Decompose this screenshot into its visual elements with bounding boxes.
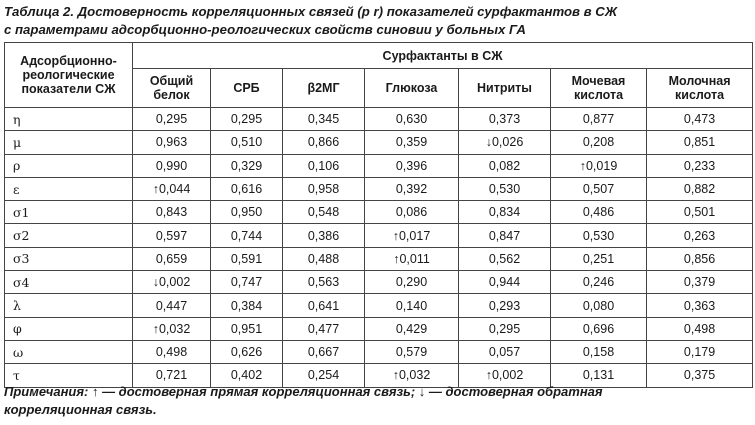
value-cell: 0,086 [365,201,459,224]
value-cell: 0,944 [459,271,551,294]
value-cell: 0,597 [133,224,211,247]
value-cell: 0,696 [551,317,647,340]
value-cell: 0,851 [647,131,753,154]
value-cell: 0,591 [211,247,283,270]
table-caption [4,3,752,39]
value-cell: 0,498 [133,340,211,363]
table-row [5,108,753,131]
parameter-cell: σ1 [5,201,133,224]
value-cell: 0,747 [211,271,283,294]
parameter-cell: μ [5,131,133,154]
value-cell: ↑0,032 [365,364,459,387]
parameter-cell: λ [5,294,133,317]
parameter-cell: σ3 [5,247,133,270]
value-cell: 0,396 [365,154,459,177]
value-cell: 0,958 [283,177,365,200]
value-cell: 0,158 [551,340,647,363]
value-cell: 0,866 [283,131,365,154]
value-cell: 0,667 [283,340,365,363]
value-cell: 0,345 [283,108,365,131]
table-row [5,154,753,177]
parameter-cell: σ4 [5,271,133,294]
value-cell: 0,429 [365,317,459,340]
value-cell: 0,386 [283,224,365,247]
value-cell: 0,329 [211,154,283,177]
value-cell: 0,548 [283,201,365,224]
value-cell: 0,626 [211,340,283,363]
value-cell: 0,834 [459,201,551,224]
table-row [5,224,753,247]
value-cell: 0,447 [133,294,211,317]
value-cell: 0,488 [283,247,365,270]
value-cell: 0,057 [459,340,551,363]
column-header: Нитриты [459,69,551,108]
value-cell: 0,530 [459,177,551,200]
parameter-cell: ρ [5,154,133,177]
value-cell: 0,498 [647,317,753,340]
value-cell: 0,477 [283,317,365,340]
value-cell: 0,530 [551,224,647,247]
column-header: СРБ [211,69,283,108]
table-row [5,317,753,340]
value-cell: ↑0,044 [133,177,211,200]
value-cell: 0,507 [551,177,647,200]
value-cell: 0,562 [459,247,551,270]
value-cell: 0,579 [365,340,459,363]
caption-line-1: Таблица 2. Достоверность корреляционных связей (р r) показателей сурфактантов в СЖ [4,4,618,19]
value-cell: 0,179 [647,340,753,363]
value-cell: 0,630 [365,108,459,131]
value-cell: ↑0,017 [365,224,459,247]
value-cell: 0,131 [551,364,647,387]
value-cell: 0,963 [133,131,211,154]
parameter-cell: σ2 [5,224,133,247]
value-cell: 0,375 [647,364,753,387]
value-cell: 0,140 [365,294,459,317]
value-cell: 0,293 [459,294,551,317]
value-cell: 0,843 [133,201,211,224]
value-cell: 0,233 [647,154,753,177]
table-row [5,340,753,363]
value-cell: 0,384 [211,294,283,317]
value-cell: 0,510 [211,131,283,154]
table-row [5,131,753,154]
value-cell: 0,082 [459,154,551,177]
value-cell: 0,616 [211,177,283,200]
table-row [5,201,753,224]
value-cell: ↑0,002 [459,364,551,387]
note-line-1: Примечания: ↑ — достоверная прямая корреляционная связь; ↓ — достоверная обратная [4,384,603,399]
column-header: Общий белок [133,69,211,108]
value-cell: 0,359 [365,131,459,154]
value-cell: 0,290 [365,271,459,294]
value-cell: ↑0,032 [133,317,211,340]
value-cell: 0,951 [211,317,283,340]
parameter-cell: τ [5,364,133,387]
parameter-cell: η [5,108,133,131]
value-cell: 0,208 [551,131,647,154]
parameter-cell: ε [5,177,133,200]
value-cell: 0,721 [133,364,211,387]
value-cell: 0,847 [459,224,551,247]
table-note [4,383,752,419]
value-cell: 0,295 [133,108,211,131]
value-cell: 0,251 [551,247,647,270]
value-cell: 0,563 [283,271,365,294]
note-line-2: корреляционная связь. [4,402,157,417]
value-cell: 0,877 [551,108,647,131]
table-row [5,177,753,200]
value-cell: ↓0,026 [459,131,551,154]
parameter-cell: ω [5,340,133,363]
value-cell: 0,295 [459,317,551,340]
value-cell: 0,080 [551,294,647,317]
column-header: Глюкоза [365,69,459,108]
value-cell: 0,990 [133,154,211,177]
correlation-table [4,42,753,388]
value-cell: 0,254 [283,364,365,387]
value-cell: 0,950 [211,201,283,224]
table-row [5,271,753,294]
corner-header: Адсорбционно-реологические показатели СЖ [5,43,133,108]
column-header: Мочевая кислота [551,69,647,108]
parameter-cell: φ [5,317,133,340]
column-header: Молочная кислота [647,69,753,108]
value-cell: ↑0,011 [365,247,459,270]
value-cell: 0,363 [647,294,753,317]
value-cell: 0,373 [459,108,551,131]
column-header: β2МГ [283,69,365,108]
value-cell: 0,856 [647,247,753,270]
value-cell: 0,263 [647,224,753,247]
value-cell: 0,295 [211,108,283,131]
group-header: Сурфактанты в СЖ [133,43,753,69]
value-cell: 0,744 [211,224,283,247]
value-cell: 0,486 [551,201,647,224]
caption-line-2: с параметрами адсорбционно-реологических свойств синовии у больных ГА [4,22,526,37]
value-cell: 0,402 [211,364,283,387]
value-cell: 0,246 [551,271,647,294]
table-row [5,247,753,270]
value-cell: 0,392 [365,177,459,200]
value-cell: 0,659 [133,247,211,270]
value-cell: 0,473 [647,108,753,131]
value-cell: ↑0,019 [551,154,647,177]
value-cell: ↓0,002 [133,271,211,294]
value-cell: 0,379 [647,271,753,294]
value-cell: 0,641 [283,294,365,317]
value-cell: 0,106 [283,154,365,177]
table-row [5,294,753,317]
value-cell: 0,501 [647,201,753,224]
value-cell: 0,882 [647,177,753,200]
